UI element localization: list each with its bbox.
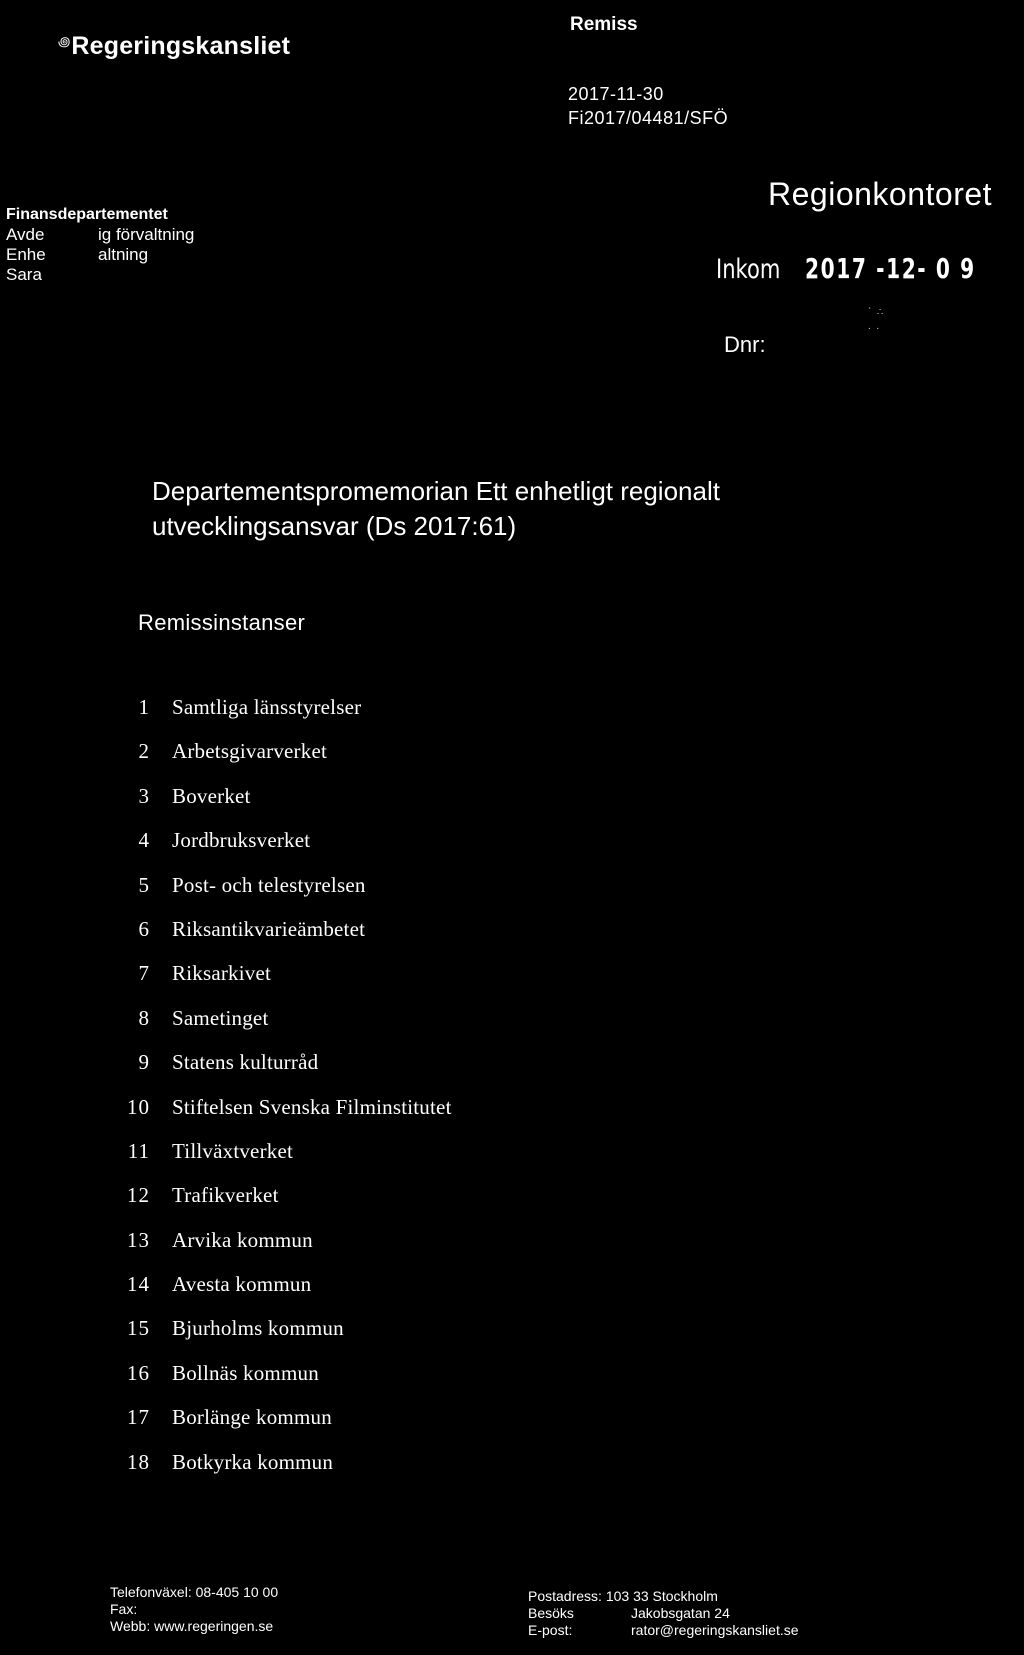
footer-value: 08-405 10 00 <box>195 1584 279 1600</box>
list-item <box>110 1095 452 1139</box>
list-item-name: Arvika kommun <box>172 1227 313 1252</box>
list-item <box>110 873 452 917</box>
list-item-name: Bollnäs kommun <box>172 1360 319 1385</box>
footer-label: E-post: <box>528 1622 573 1638</box>
footer-label: Postadress: <box>528 1588 602 1604</box>
stamp-received-date: 2017 -12- 0 9 <box>805 252 976 285</box>
list-item <box>110 1272 452 1316</box>
list-item <box>110 1361 452 1405</box>
sender-row <box>6 225 194 245</box>
logo-text: Regeringskansliet <box>71 32 291 60</box>
list-item-name: Stiftelsen Svenska Filminstitutet <box>172 1094 452 1119</box>
footer-row <box>110 1601 278 1618</box>
footer-value: Jakobsgatan 24 <box>631 1605 730 1621</box>
stamp-dnr-label: Dnr: <box>724 332 766 357</box>
list-item-name: Post- och telestyrelsen <box>172 872 366 897</box>
list-item <box>110 1006 452 1050</box>
list-item <box>110 1316 452 1360</box>
list-item-number: 11 <box>127 1138 150 1163</box>
list-item-name: Statens kulturråd <box>172 1050 319 1075</box>
document-type: Remiss <box>570 14 638 35</box>
list-item-number: 15 <box>127 1316 150 1341</box>
footer-email-link[interactable]: rator@regeringskansliet.se <box>631 1622 799 1638</box>
list-item-number: 3 <box>138 783 150 808</box>
sender-row-label: Enhe <box>6 245 46 264</box>
list-item <box>110 1228 452 1272</box>
document-reference: Fi2017/04481/SFÖ <box>568 108 729 128</box>
crown-icon: ꩜ <box>58 34 71 49</box>
list-item-name: Riksarkivet <box>172 961 272 986</box>
list-item-name: Riksantikvarieämbetet <box>172 916 366 941</box>
list-item-name: Bjurholms kommun <box>172 1316 344 1341</box>
list-item-name: Arbetsgivarverket <box>172 739 328 764</box>
list-item-number: 10 <box>127 1094 150 1119</box>
logo <box>58 32 290 61</box>
stamp-title: Regionkontoret <box>768 176 993 212</box>
document-title: Departementspromemorian Ett enhetligt regionalt utvecklingsansvar (Ds 2017:61) <box>152 476 720 541</box>
list-item-name: Avesta kommun <box>172 1272 312 1297</box>
sender-row <box>6 265 194 285</box>
recipient-list <box>110 695 452 1494</box>
list-item-number: 2 <box>138 739 150 764</box>
sender-row-value: altning <box>98 245 149 264</box>
list-item <box>110 695 452 739</box>
footer-label: Telefonväxel: <box>110 1584 192 1600</box>
list-item-number: 1 <box>138 695 150 719</box>
sender-row-label: Avde <box>6 225 45 244</box>
footer-row <box>110 1584 278 1601</box>
footer-value: 103 33 Stockholm <box>605 1588 718 1604</box>
list-item-number: 17 <box>127 1405 150 1430</box>
list-item-name: Trafikverket <box>172 1183 279 1208</box>
list-item-name: Tillväxtverket <box>172 1138 294 1163</box>
list-item-number: 5 <box>138 872 150 897</box>
footer-address <box>528 1588 799 1639</box>
list-item-name: Botkyrka kommun <box>172 1449 334 1474</box>
list-item-name: Sametinget <box>172 1005 269 1030</box>
sender-row-value: ig förvaltning <box>98 225 195 244</box>
list-item-number: 18 <box>127 1449 150 1474</box>
stamp-specks: ˋ ∴ . . <box>868 307 884 332</box>
list-item-number: 6 <box>138 916 150 941</box>
footer-label: Besöks <box>528 1605 574 1621</box>
list-item <box>110 1405 452 1449</box>
list-item <box>110 1139 452 1183</box>
stamp-received-label: Inkom <box>716 254 781 285</box>
sender-row <box>6 245 194 265</box>
list-item-number: 9 <box>138 1050 150 1075</box>
footer-label: Fax: <box>110 1601 138 1617</box>
list-item-name: Boverket <box>172 783 251 808</box>
list-item <box>110 1450 452 1494</box>
list-item-number: 14 <box>127 1272 150 1297</box>
list-item-name: Borlänge kommun <box>172 1405 332 1430</box>
list-item-number: 4 <box>138 828 150 853</box>
list-item <box>110 739 452 783</box>
list-item <box>110 917 452 961</box>
list-item-number: 8 <box>138 1005 150 1030</box>
sender-row-label: Sara <box>6 265 42 284</box>
list-item-name: Samtliga länsstyrelser <box>172 695 362 719</box>
list-item <box>110 961 452 1005</box>
footer-label: Webb: <box>110 1618 151 1634</box>
footer-row <box>110 1618 278 1635</box>
list-item-name: Jordbruksverket <box>172 828 311 853</box>
footer-row <box>528 1605 799 1622</box>
sender-department: Finansdepartementet <box>6 206 168 223</box>
list-item-number: 12 <box>127 1183 150 1208</box>
footer-row <box>528 1588 799 1605</box>
footer-row <box>528 1622 799 1639</box>
list-item <box>110 1183 452 1227</box>
sender-block <box>6 205 194 285</box>
list-item-number: 16 <box>127 1360 150 1385</box>
footer-contact <box>110 1584 278 1635</box>
list-item-number: 7 <box>138 961 150 986</box>
list-item <box>110 828 452 872</box>
list-item <box>110 784 452 828</box>
document-subheading: Remissinstanser <box>138 610 306 635</box>
footer-web-link[interactable]: www.regeringen.se <box>154 1618 274 1634</box>
document-date: 2017-11-30 <box>568 84 664 104</box>
list-item <box>110 1050 452 1094</box>
list-item-number: 13 <box>127 1227 150 1252</box>
